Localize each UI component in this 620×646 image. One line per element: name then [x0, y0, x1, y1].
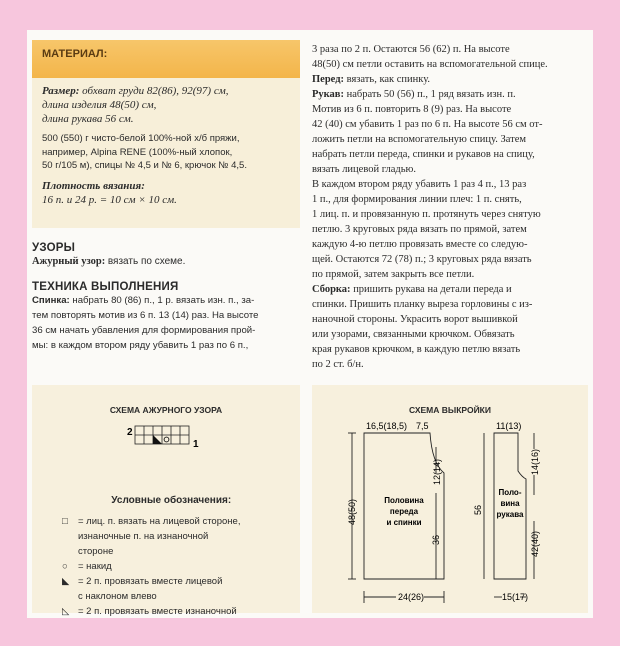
size-text: обхват груди 82(86), 92(97) см,	[82, 85, 229, 97]
circle-icon: ○	[62, 561, 68, 572]
body-piece-label: переда	[389, 507, 419, 516]
back-line: тем повторять мотив из 6 п. 13 (14) раз. На высоте	[32, 310, 259, 321]
dim-sleeve-width: 15(17)	[502, 592, 529, 602]
body-piece-label: и спинки	[386, 518, 422, 527]
yarn-block	[42, 132, 290, 173]
text-line: по 2 ст. б/н.	[312, 359, 364, 370]
row-number-1: 1	[193, 439, 199, 450]
yarn-line2: например, Alpina RENE (100%-ный хлопок,	[42, 146, 233, 158]
size-line3: длина рукава 56 см.	[42, 113, 134, 125]
gauge-text: 16 п. и 24 р. = 10 см × 10 см.	[42, 193, 177, 206]
dim-sleeve-top: 11(13)	[496, 421, 522, 431]
text-line: 1 лиц. п. и провязанную п. протянуть через снятую	[312, 209, 541, 220]
assembly-label: Сборка:	[312, 284, 351, 295]
gauge-block	[42, 179, 290, 207]
lace-label: Ажурный узор:	[32, 256, 106, 267]
text-line: набрать петли переда, спинки и рукавов на спицу,	[312, 149, 535, 160]
dim-neck-width: 7,5	[416, 421, 429, 431]
sleeve-label: Рукав:	[312, 89, 344, 100]
sleeve-piece-label: Поло-	[498, 488, 522, 497]
sleeve-piece-label: рукава	[496, 510, 524, 519]
back-paragraph	[32, 293, 300, 353]
size-label: Размер:	[42, 85, 80, 97]
material-title: МАТЕРИАЛ:	[42, 48, 108, 60]
legend-text: = лиц. п. вязать на лицевой стороне,	[78, 516, 241, 527]
dim-sleeve-height: 56	[473, 504, 483, 515]
dim-shoulder-width: 16,5(18,5)	[366, 421, 408, 431]
schematic-title: СХЕМА ВЫКРОЙКИ	[409, 405, 491, 415]
front-label: Перед:	[312, 74, 344, 85]
legend-text: стороне	[78, 546, 114, 557]
size-line2: длина изделия 48(50) см,	[42, 99, 157, 111]
yarn-over-symbol	[164, 437, 169, 442]
body-piece-outline	[364, 433, 444, 579]
material-box	[32, 78, 300, 228]
sleeve-piece-label: вина	[500, 499, 520, 508]
right-column	[312, 42, 587, 372]
dim-body-width: 24(26)	[398, 592, 425, 602]
dim-sleeve-lower: 42(40)	[530, 530, 540, 557]
legend-item-knit	[62, 514, 240, 529]
outline-triangle-icon: ◺	[62, 606, 70, 617]
technique-heading: ТЕХНИКА ВЫПОЛНЕНИЯ	[32, 281, 179, 293]
legend	[62, 493, 240, 619]
yarn-line3: 50 г/105 м), спицы № 4,5 и № 6, крючок № 4,5.	[42, 160, 247, 171]
yarn-line1: 500 (550) г чисто-белой 100%-ной х/б пряжи,	[42, 133, 240, 144]
back-line: 36 см начать убавления для формирования прой-	[32, 325, 256, 336]
filled-triangle-icon: ◣	[62, 576, 70, 587]
legend-text: = 2 п. провязать вместе изнаночной	[78, 606, 237, 617]
legend-text: изнаночные п. на изнаночной	[78, 531, 209, 542]
text-line: 42 (40) см убавить 1 раз по 6 п. На высоте 56 см от-	[312, 119, 543, 130]
back-line: мы: в каждом втором ряду убавить 1 раз по 6 п.,	[32, 340, 249, 351]
body-piece-label: Половина	[384, 496, 424, 505]
square-icon: □	[62, 516, 68, 527]
lace-chart-title: СХЕМА АЖУРНОГО УЗОРА	[109, 405, 223, 415]
lace-pattern-line	[32, 254, 300, 269]
text-line: петлю. 3 круговых ряда вязать по прямой, затем	[312, 224, 527, 235]
dim-side-length: 36	[431, 534, 441, 545]
legend-item-k2tog	[62, 574, 240, 589]
material-header	[32, 40, 300, 78]
text-line: 48(50) см петли оставить на вспомогательной спице.	[312, 59, 548, 70]
text-line: щей. Остаются 72 (78) п.; 3 круговых ряда вязать	[312, 254, 532, 265]
size-block	[42, 84, 290, 126]
text-line: вязать лицевой гладью.	[312, 164, 416, 175]
back-line: набрать 80 (86) п., 1 р. вязать изн. п., за-	[72, 295, 255, 306]
text-line: 3 раза по 2 п. Остаются 56 (62) п. На высоте	[312, 44, 510, 55]
text-line: края рукавов крючком, в каждую петлю вязать	[312, 344, 521, 355]
schematic-drawing	[312, 385, 588, 613]
row-number-2: 2	[127, 427, 133, 438]
text-line: В каждом втором ряду убавить 1 раз 4 п., 13 раз	[312, 179, 527, 190]
dim-armhole-depth: 12(14)	[432, 458, 442, 485]
garment-schematic-box	[312, 385, 588, 613]
gauge-label: Плотность вязания:	[42, 179, 145, 192]
lace-chart-grid	[127, 423, 237, 455]
front-text: вязать, как спинку.	[346, 74, 431, 85]
text-line: или узорами, связанными крючком. Обвязать	[312, 329, 515, 340]
back-label: Спинка:	[32, 295, 70, 306]
text-line: наночной стороны. Украсить ворот вышивкой	[312, 314, 518, 325]
page	[27, 30, 593, 618]
dim-body-height: 48(50)	[347, 498, 357, 525]
lace-text: вязать по схеме.	[107, 256, 186, 267]
k2tog-left-symbol	[153, 435, 162, 444]
text-line: по прямой, затем закрыть все петли.	[312, 269, 475, 280]
text-line: спинки. Пришить планку выреза горловины с из-	[312, 299, 533, 310]
legend-text: с наклоном влево	[78, 591, 157, 602]
text-line: 1 п., для формирования линии плеч: 1 п. снять,	[312, 194, 522, 205]
patterns-heading: УЗОРЫ	[32, 242, 76, 254]
left-column	[32, 40, 300, 353]
legend-text: = накид	[78, 561, 112, 572]
legend-text: = 2 п. провязать вместе лицевой	[78, 576, 223, 587]
legend-title: Условные обозначения:	[111, 495, 232, 506]
text-line: ложить петли на вспомогательную спицу. Затем	[312, 134, 527, 145]
text-line: пришить рукава на детали переда и	[353, 284, 512, 295]
legend-item-p2tog	[62, 604, 240, 619]
dim-sleeve-cap: 14(16)	[530, 448, 540, 475]
text-line: Мотив из 6 п. повторить 8 (9) раз. На высоте	[312, 104, 512, 115]
text-line: набрать 50 (56) п., 1 ряд вязать изн. п.	[346, 89, 516, 100]
text-line: каждую 4-ю петлю провязать вместе со следую-	[312, 239, 528, 250]
legend-item-yo	[62, 559, 240, 574]
lace-chart-box	[32, 385, 300, 617]
